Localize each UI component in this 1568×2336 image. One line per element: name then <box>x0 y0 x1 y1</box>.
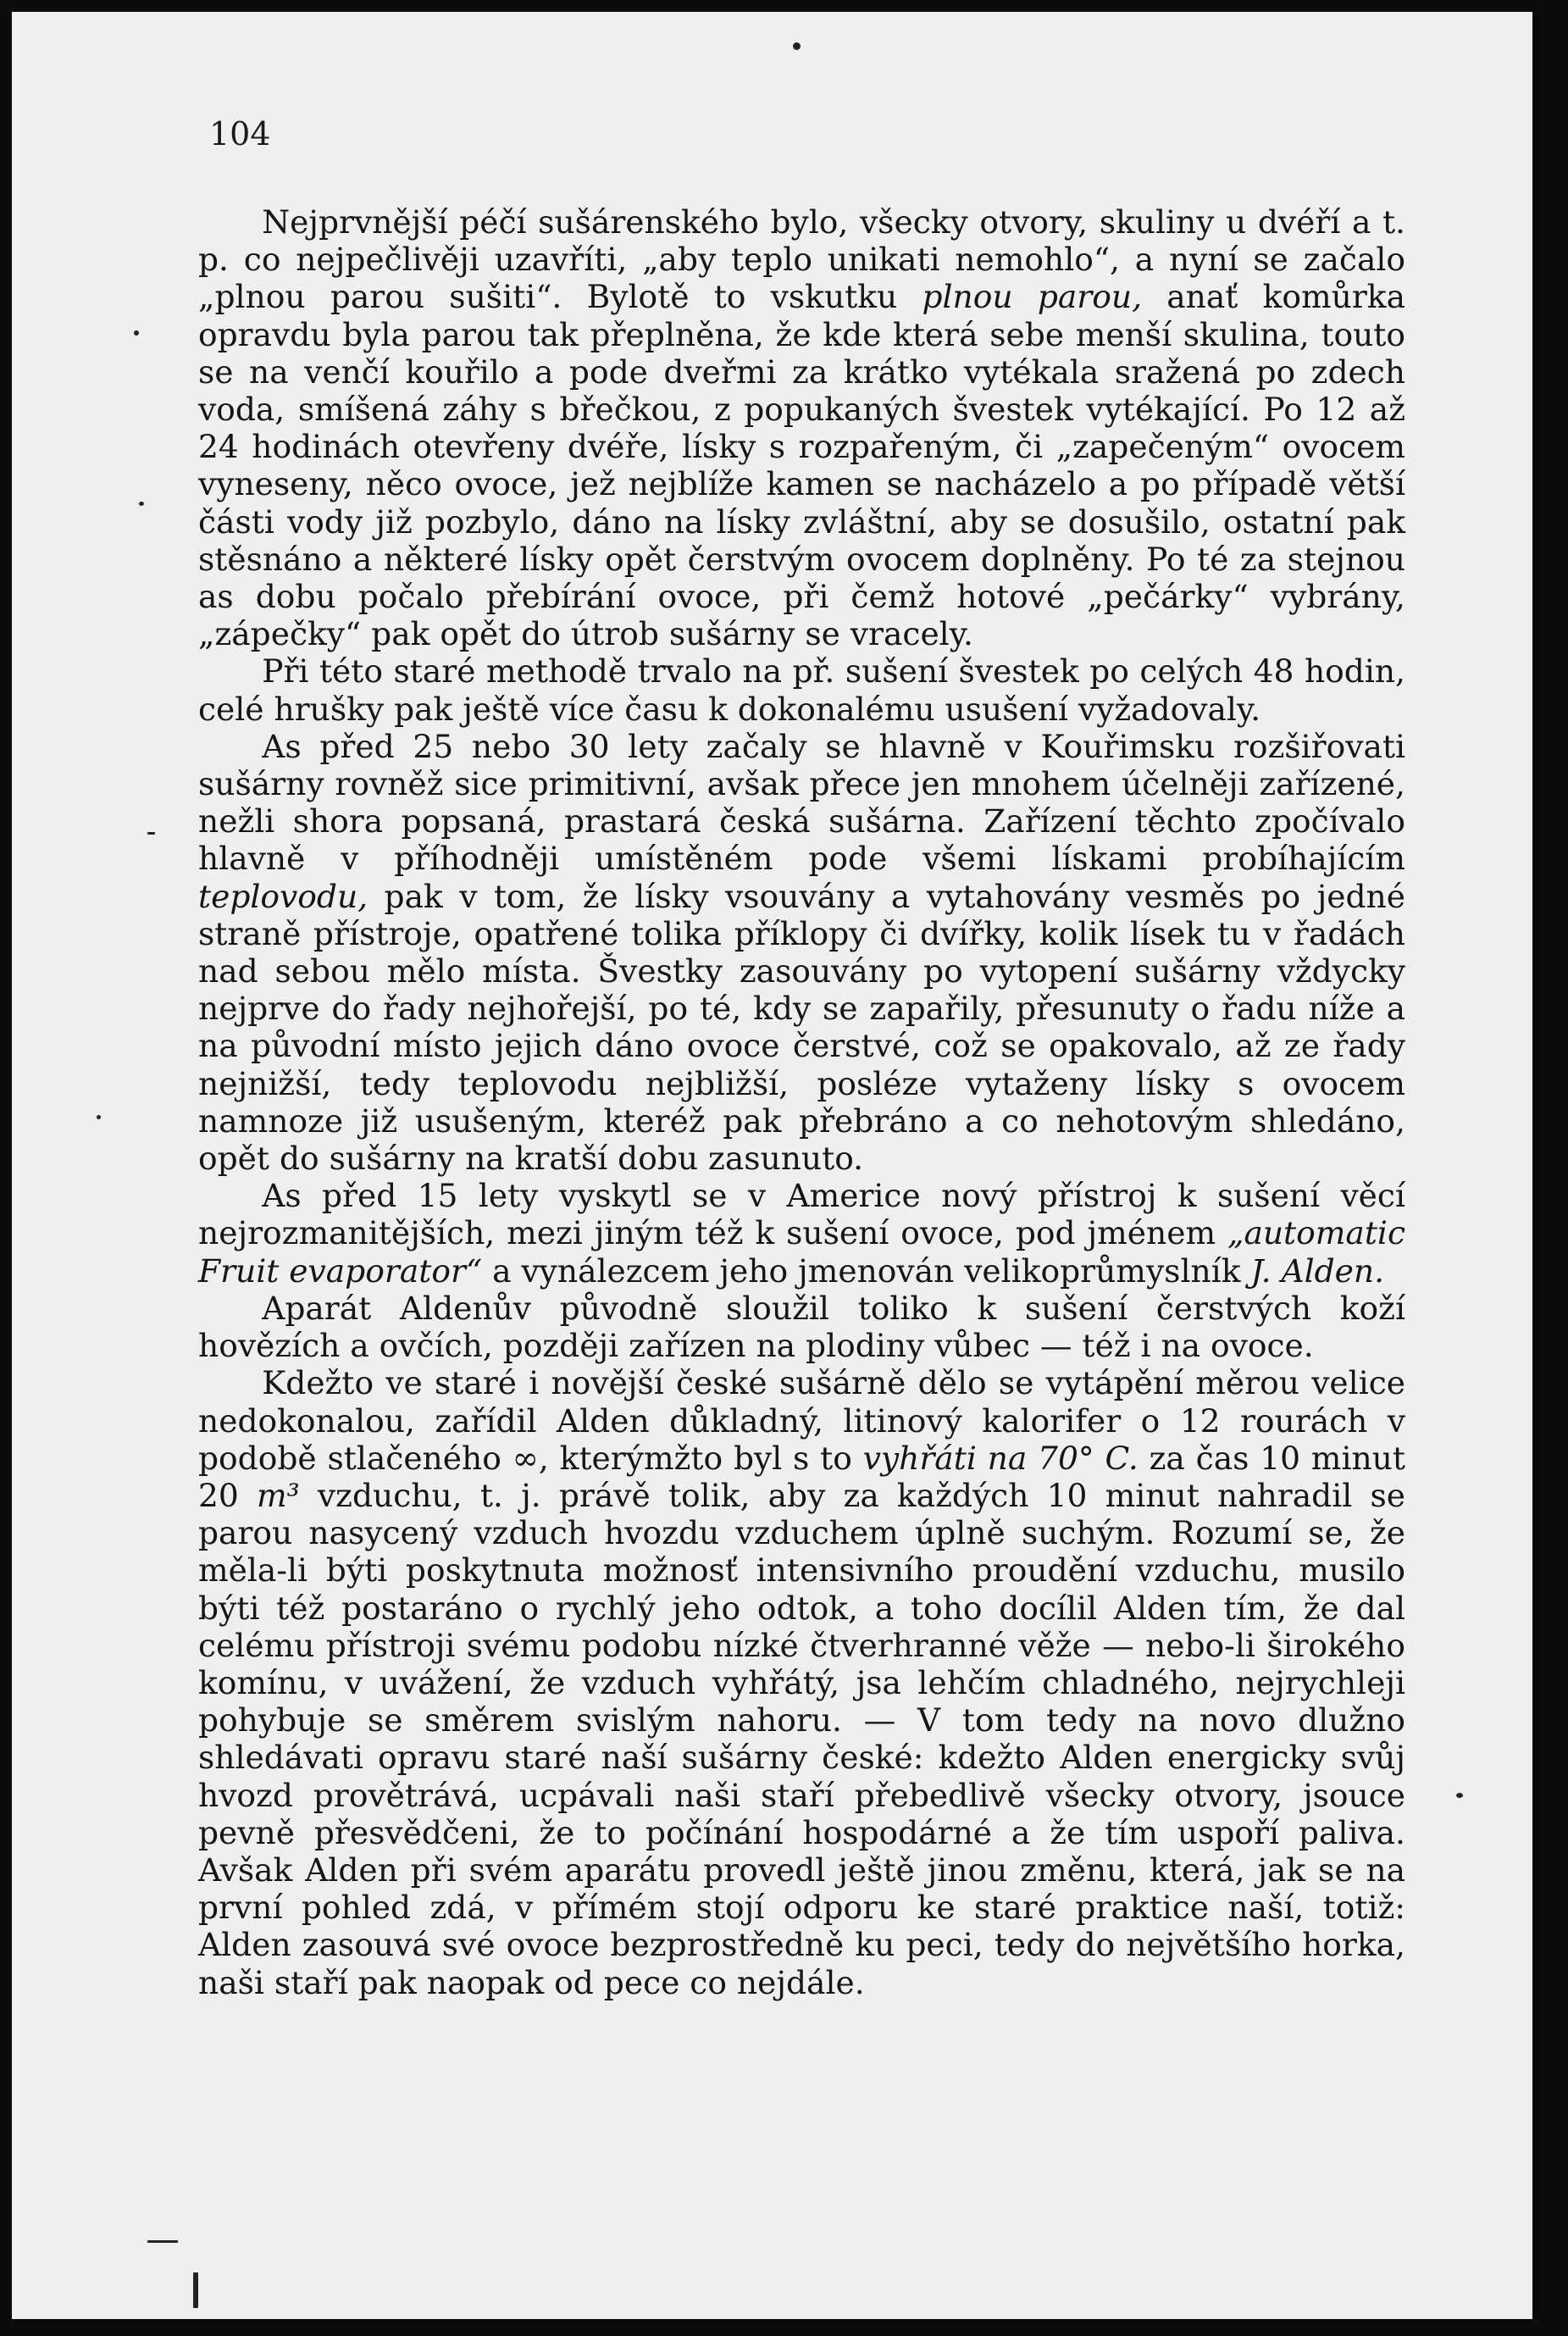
paragraph <box>198 1290 1405 1364</box>
paragraph <box>198 1364 1405 2000</box>
print-speck <box>1456 1793 1463 1798</box>
print-speck <box>793 42 801 50</box>
text-run: Nejprvnější péčí sušárenského bylo, všecky otvory, skuliny u dvéří a t. p. co nejpečlivěji uzavříti, „aby teplo unikati nemohlo“, a nyní se začalo „plnou parou sušiti“. Bylotě to vskutku <box>198 203 1405 316</box>
print-speck <box>97 1115 101 1119</box>
print-speck <box>147 832 155 835</box>
paragraph <box>198 728 1405 1177</box>
text-run: Aparát Aldenův původně sloužil toliko k sušení čerstvých koží hovězích a ovčích, později zařízen na plodiny vůbec — též i na ovoce. <box>198 1289 1405 1365</box>
italic-text: teplovodu, <box>198 877 368 915</box>
italic-text: m³ <box>257 1476 300 1514</box>
print-speck <box>147 2240 178 2243</box>
page-number: 104 <box>209 115 271 153</box>
print-speck <box>134 330 139 336</box>
text-run: za čas 10 minut 20 <box>198 1439 1405 1514</box>
text-run: pak v tom, že lísky vsouvány a vytahovány vesměs po jedné straně přístroje, opatřené tolika příklopy či dvířky, kolik lísek tu v řadách nad sebou mělo místa. Švestky zasouvány po vytopení sušárny vždycky nejprve do řady nejhořejší, po té, kdy se zapařily, přesunuty o řadu níže a na původní místo jejich dáno ovoce čerstvé, což se opakovalo, až ze řady nejnižší, tedy teplovodu nejbližší, posléze vytaženy lísky s ovocem namnoze již usušeným, kteréž pak přebráno a co nehotovým shledáno, opět do sušárny na kratší dobu zasunuto. <box>198 877 1405 1178</box>
text-run: anať komůrka opravdu byla parou tak přeplněna, že kde která sebe menší skulina, touto se na venčí kouřilo a pode dveřmi za krátko vytékala sražená po zdech voda, smíšená záhy s břečkou, z popukaných švestek vytékající. Po 12 až 24 hodinách otevřeny dvéře, lísky s rozpařeným, či „zapečeným“ ovocem vyneseny, něco ovoce, jež nejblíže kamen se nacházelo a po případě větší části vody již pozbylo, dáno na lísky zvláštní, aby se dosušilo, ostatní pak stěsnáno a některé lísky opět čerstvým ovocem doplněny. Po té za stejnou as dobu počalo přebírání ovoce, při čemž hotové „pečárky“ vybrány, „zápečky“ pak opět do útrob sušárny se vracely. <box>198 278 1405 653</box>
italic-text: „automatic Fruit evaporator“ <box>198 1214 1405 1290</box>
book-page <box>12 12 1532 2319</box>
print-speck <box>193 2272 198 2308</box>
text-run: a vynálezcem jeho jmenován velikoprůmyslník <box>482 1251 1251 1290</box>
text-run: Při této staré methodě trvalo na př. sušení švestek po celých 48 hodin, celé hrušky pak ještě více času k dokonalému usušení vyžadovaly. <box>198 652 1405 728</box>
print-speck <box>139 502 144 506</box>
text-run: As před 15 lety vyskytl se v Americe nový přístroj k sušení věcí nejrozmanitějších, mezi jiným též k sušení ovoce, pod jménem <box>198 1177 1405 1252</box>
text-run: vzduchu, t. j. právě tolik, aby za každých 10 minut nahradil se parou nasycený vzduch hvozdu vzduchem úplně suchým. Rozumí se, že měla-li býti poskytnuta možnosť intensivního proudění vzduchu, musilo býti též postaráno o rychlý jeho odtok, a toho docílil Alden tím, že dal celému přístroji svému podobu nízké čtverhranné věže — nebo-li širokého komínu, v uvážení, že vzduch vyhřátý, jsa lehčím chladného, nejrychleji pohybuje se směrem svislým nahoru. — V tom tedy na novo dlužno shledávati opravu staré naší sušárny české: kdežto Alden energicky svůj hvozd provětrává, ucpávali naši staří přebedlivě všecky otvory, jsouce pevně přesvědčeni, že to počínání hospodárné a že tím uspoří paliva. Avšak Alden při svém aparátu provedl ještě jinou změnu, která, jak se na první pohled zdá, v přímém stojí odporu ke staré praktice naší, totiž: Alden zasouvá své ovoce bezprostředně ku peci, tedy do největšího horka, naši staří pak naopak od pece co nejdále. <box>198 1476 1405 2001</box>
body-text <box>198 203 1405 2001</box>
italic-text: plnou parou, <box>922 278 1143 316</box>
text-run: As před 25 nebo 30 lety začaly se hlavně v Kouřimsku rozšiřovati sušárny rovněž sice primitivní, avšak přece jen mnohem účelněji zařízené, nežli shora popsaná, prastará česká sušárna. Zařízení těchto zpočívalo hlavně v příhodněji umístěném pode všemi lískami probíhajícím <box>198 727 1405 878</box>
paragraph <box>198 1177 1405 1290</box>
text-run: Kdežto ve staré i novější české sušárně dělo se vytápění měrou velice nedokonalou, zařídil Alden důkladný, litinový kalorifer o 12 rourách v podobě stlačeného ∞, kterýmžto byl s to <box>198 1364 1405 1477</box>
paragraph <box>198 203 1405 652</box>
italic-text: vyhřáti na 70° C. <box>862 1439 1139 1477</box>
italic-text: J. Alden. <box>1250 1251 1385 1290</box>
paragraph <box>198 652 1405 727</box>
